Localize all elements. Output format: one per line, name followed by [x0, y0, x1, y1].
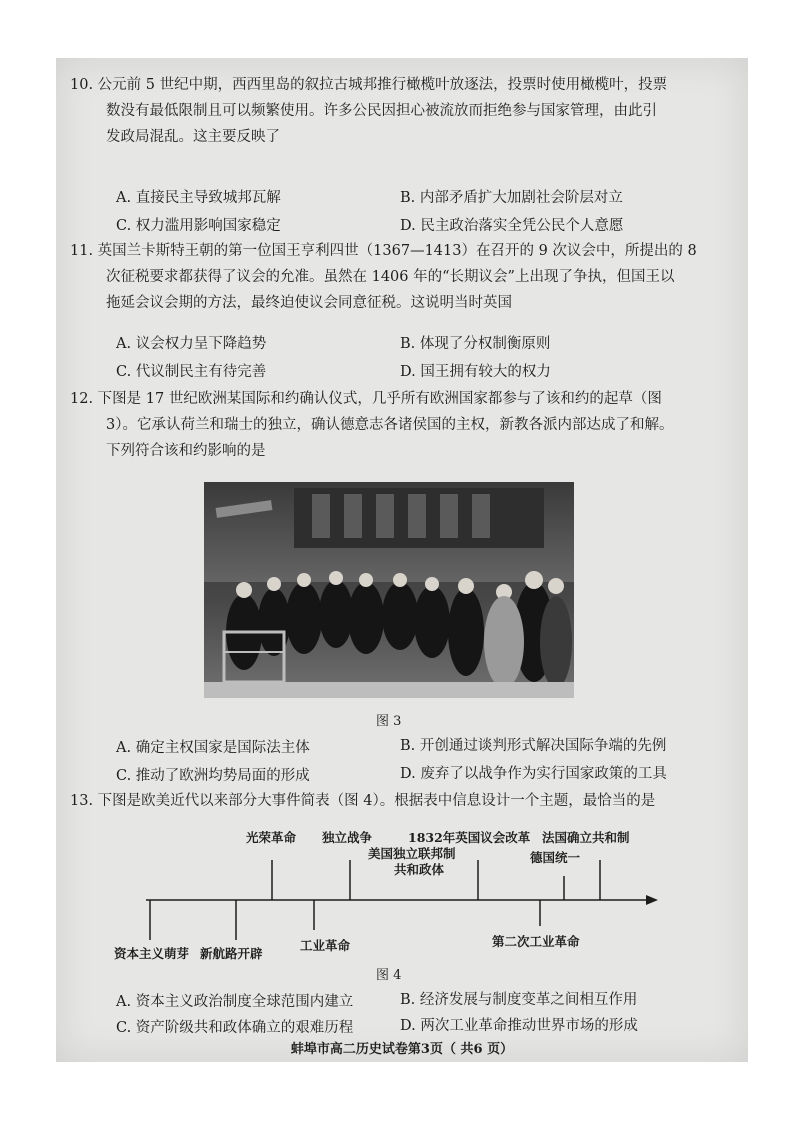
event-us-federal-republic: 美国独立联邦制	[368, 846, 456, 861]
question-number: 11.	[70, 243, 94, 259]
question-text-line: 下列符合该和约影响的是	[106, 443, 266, 459]
treaty-ceremony-illustration	[204, 482, 574, 698]
question-text-line: 拖延会议会期的方法，最终迫使议会同意征税。这说明当时英国	[106, 295, 512, 311]
treaty-ceremony-photo	[204, 482, 574, 698]
option-b: B. 体现了分权制衡原则	[400, 336, 551, 352]
question-text-line: 数没有最低限制且可以频繁使用。许多公民因担心被流放而拒绝参与国家管理，由此引	[106, 103, 657, 119]
event-industrial-revolution: 工业革命	[300, 938, 351, 953]
option-b: B. 开创通过谈判形式解决国际争端的先例	[400, 738, 667, 754]
question-text-line: 英国兰卡斯特王朝的第一位国王亨利四世（1367—1413）在召开的 9 次议会中，所提出的 8	[97, 243, 697, 259]
figure-3-caption: 图 3	[376, 714, 402, 729]
question-text-line: 下图是欧美近代以来部分大事件简表（图 4）。根据表中信息设计一个主题，最恰当的是	[97, 793, 656, 809]
option-c: C. 权力滥用影响国家稳定	[116, 218, 281, 234]
option-d: D. 民主政治落实全凭公民个人意愿	[400, 218, 624, 234]
option-d: D. 两次工业革命推动世界市场的形成	[400, 1018, 638, 1034]
question-12	[70, 386, 736, 464]
event-us-federal-republic-line2: 共和政体	[394, 862, 445, 877]
question-text-line: 公元前 5 世纪中期，西西里岛的叙拉古城邦推行橄榄叶放逐法，投票时使用橄榄叶，投票	[97, 77, 668, 93]
event-french-republic: 法国确立共和制	[542, 830, 630, 845]
question-text-line: 次征税要求都获得了议会的允准。虽然在 1406 年的“长期议会”上出现了争执，但国王以	[106, 269, 675, 285]
event-german-unification: 德国统一	[530, 850, 581, 865]
question-number: 13.	[70, 793, 94, 809]
events-timeline	[114, 820, 666, 980]
event-new-sea-routes: 新航路开辟	[200, 946, 263, 961]
event-1832-reform: 1832年英国议会改革	[408, 830, 531, 845]
event-second-industrial-revolution: 第二次工业革命	[492, 934, 580, 949]
exam-page	[56, 58, 748, 1062]
question-number: 12.	[70, 391, 94, 407]
event-glorious-revolution: 光荣革命	[246, 830, 297, 845]
option-c: C. 资产阶级共和政体确立的艰难历程	[116, 1020, 354, 1036]
option-c: C. 代议制民主有待完善	[116, 364, 267, 380]
question-text-line: 下图是 17 世纪欧洲某国际和约确认仪式，几乎所有欧洲国家都参与了该和约的起草（图	[97, 391, 662, 407]
question-11	[70, 238, 736, 316]
option-a: A. 确定主权国家是国际法主体	[116, 740, 310, 756]
option-d: D. 废弃了以战争作为实行国家政策的工具	[400, 766, 667, 782]
option-a: A. 资本主义政治制度全球范围内建立	[116, 994, 354, 1010]
option-a: A. 议会权力呈下降趋势	[116, 336, 267, 352]
question-text-line: 发政局混乱。这主要反映了	[106, 129, 280, 145]
figure-4-caption: 图 4	[376, 968, 402, 983]
question-text-line: 3）。它承认荷兰和瑞士的独立，确认德意志各诸侯国的主权，新教各派内部达成了和解。	[106, 417, 674, 433]
option-a: A. 直接民主导致城邦瓦解	[116, 190, 281, 206]
question-13	[70, 788, 736, 814]
option-c: C. 推动了欧洲均势局面的形成	[116, 768, 310, 784]
page-footer: 蚌埠市高二历史试卷第3页（ 共6 页）	[290, 1042, 514, 1057]
event-independence-war: 独立战争	[322, 830, 373, 845]
option-b: B. 内部矛盾扩大加剧社会阶层对立	[400, 190, 623, 206]
option-d: D. 国王拥有较大的权力	[400, 364, 551, 380]
question-10	[70, 72, 736, 150]
option-b: B. 经济发展与制度变革之间相互作用	[400, 992, 638, 1008]
question-number: 10.	[70, 77, 94, 93]
event-capitalism-sprouts: 资本主义萌芽	[114, 946, 190, 961]
